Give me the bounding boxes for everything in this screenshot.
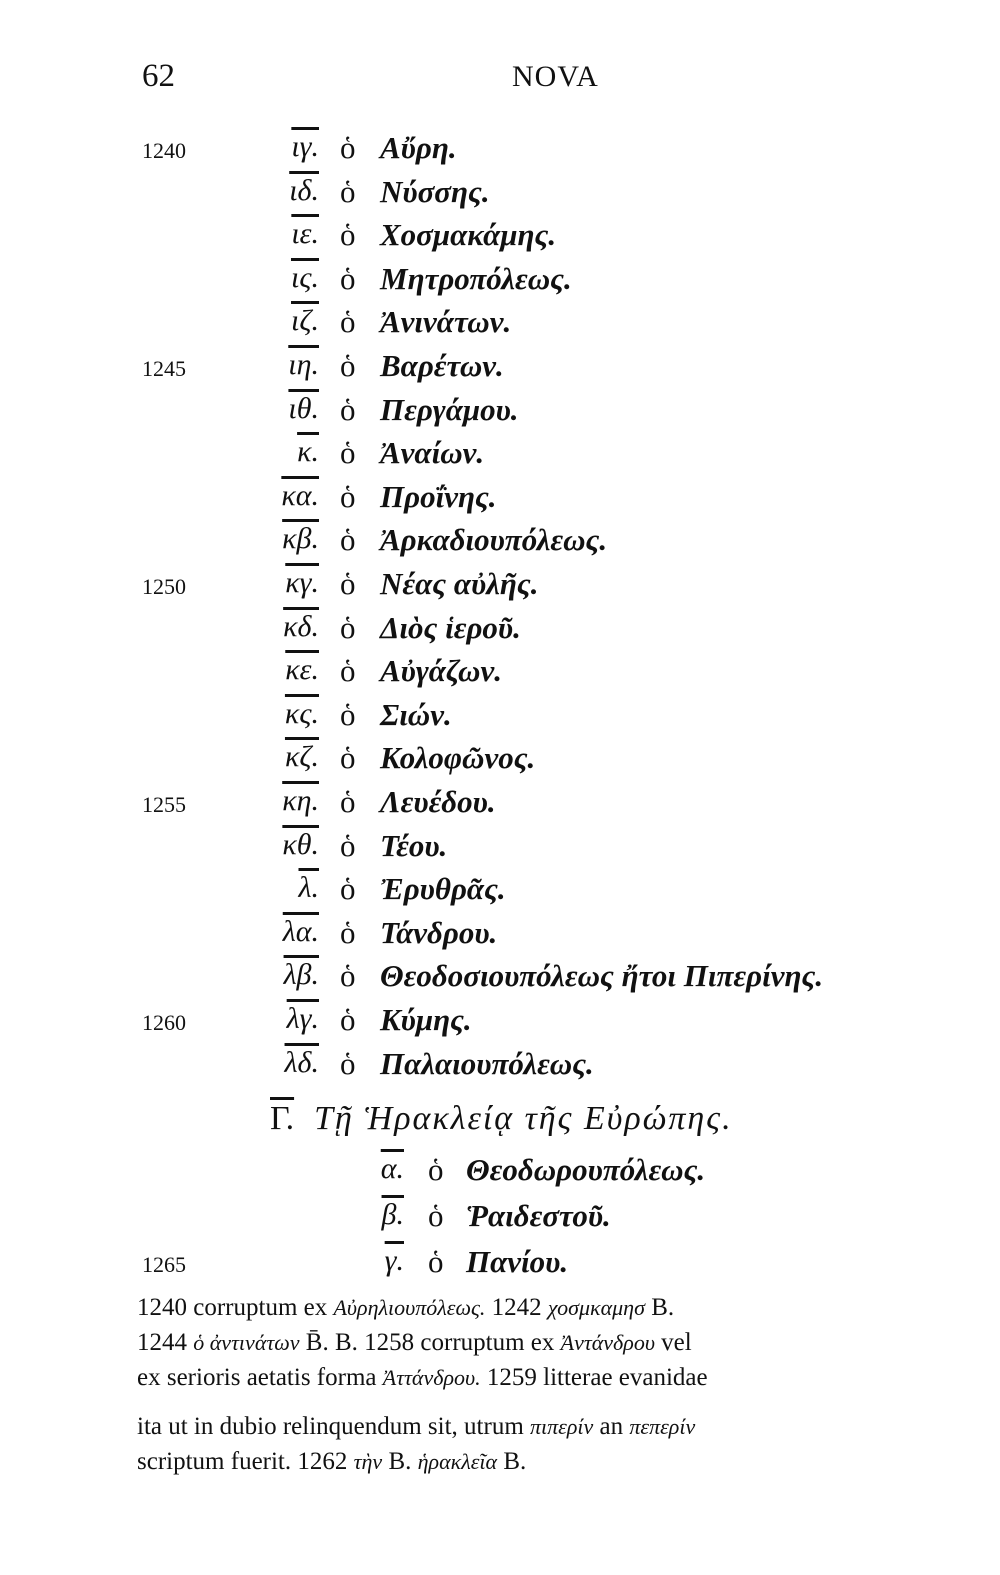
greek-numeral: κβ. — [282, 522, 319, 556]
article: ὁ — [340, 827, 356, 863]
greek-numeral: λγ. — [286, 1002, 319, 1035]
list-item — [0, 1244, 1000, 1288]
see-name: Ἐρυθρᾶς. — [380, 871, 506, 907]
list-item — [0, 915, 1000, 959]
article: ὁ — [340, 522, 356, 558]
critical-apparatus — [137, 1290, 967, 1479]
line-number: 1240 — [142, 138, 186, 163]
greek-numeral: λα. — [282, 914, 319, 948]
list-item — [0, 130, 1000, 174]
list-item — [0, 392, 1000, 436]
note-greek: Αὐρηλιουπόλεως. — [333, 1295, 486, 1320]
greek-numeral: κα. — [281, 478, 319, 512]
list-item — [0, 1152, 1000, 1196]
note-text: 1259 litterae evanidae — [480, 1364, 708, 1391]
list-item — [0, 1198, 1000, 1242]
list-item — [0, 1046, 1000, 1090]
see-name: Κολοφῶνος. — [380, 740, 536, 776]
see-name: Περγάμου. — [380, 391, 519, 427]
greek-numeral: β. — [381, 1198, 404, 1231]
greek-numeral: κ. — [297, 435, 319, 469]
note-greek: Ἀττάνδρου. — [382, 1365, 481, 1390]
note-text: ex serioris aetatis forma — [137, 1364, 383, 1391]
see-name: Αὐγάζων. — [380, 653, 502, 689]
note-line — [137, 1290, 967, 1325]
greek-numeral: κδ. — [283, 609, 319, 643]
note-text: vel — [654, 1329, 692, 1356]
article: ὁ — [340, 566, 356, 601]
article: ὁ — [340, 740, 356, 776]
article: ὁ — [340, 871, 356, 907]
line-number: 1265 — [142, 1252, 186, 1277]
section-number: Γ. — [270, 1100, 295, 1137]
list-item — [0, 784, 1000, 828]
see-name: Ῥαιδεστοῦ. — [466, 1198, 611, 1233]
page-number: 62 — [142, 58, 175, 94]
see-name: Τέου. — [380, 827, 448, 863]
see-name: Διὸς ἱεροῦ. — [380, 609, 521, 645]
list-item — [0, 217, 1000, 261]
line-number: 1250 — [142, 574, 186, 599]
article: ὁ — [340, 260, 356, 296]
see-name: Νύσσης. — [380, 173, 490, 209]
line-number: 1245 — [142, 356, 186, 381]
greek-numeral: ιθ. — [288, 391, 319, 425]
list-item — [0, 697, 1000, 741]
section-title: Τῇ Ἡρακλείᾳ τῆς Εὐρώπης. — [314, 1100, 733, 1137]
note-text: an — [593, 1413, 630, 1440]
article: ὁ — [340, 173, 356, 209]
article: ὁ — [340, 609, 356, 645]
see-name: Αὔρη. — [380, 130, 457, 165]
greek-numeral: κγ. — [285, 566, 319, 599]
greek-numeral: κς. — [284, 696, 319, 730]
list-item — [0, 828, 1000, 872]
greek-numeral: λβ. — [283, 958, 319, 992]
see-name: Θεοδωρουπόλεως. — [466, 1152, 706, 1187]
article: ὁ — [340, 391, 356, 427]
running-title: NOVA — [512, 60, 599, 93]
list-item — [0, 522, 1000, 566]
note-greek: πιπερίν — [530, 1414, 594, 1439]
note-text: 1240 corruptum ex — [137, 1294, 334, 1321]
list-item — [0, 871, 1000, 915]
see-name: Σιών. — [380, 696, 452, 732]
article: ὁ — [340, 696, 356, 732]
greek-numeral: κζ. — [284, 740, 319, 774]
note-line — [137, 1409, 967, 1444]
note-text: ita ut in dubio relinquendum sit, utrum — [137, 1413, 531, 1440]
note-greek: ἡρακλεῖα — [417, 1449, 498, 1474]
article: ὁ — [340, 478, 356, 514]
list-item — [0, 610, 1000, 654]
note-greek: χοσμκαμησ — [547, 1295, 645, 1320]
see-name: Χοσμακάμης. — [380, 217, 557, 253]
note-text: B̄. B. 1258 corruptum ex — [299, 1329, 561, 1356]
article: ὁ — [340, 958, 356, 994]
see-name: Βαρέτων. — [380, 348, 504, 383]
article: ὁ — [340, 435, 356, 471]
list-item — [0, 261, 1000, 305]
article: ὁ — [340, 1002, 356, 1037]
article: ὁ — [340, 653, 356, 689]
article: ὁ — [428, 1152, 444, 1187]
note-text: scriptum fuerit. 1262 — [137, 1448, 354, 1475]
see-name: Ἀνινάτων. — [380, 304, 512, 340]
see-name: Κύμης. — [380, 1002, 472, 1037]
see-name: Λευέδου. — [380, 784, 496, 819]
note-line — [137, 1360, 967, 1395]
note-line — [137, 1325, 967, 1360]
greek-numeral: α. — [380, 1152, 404, 1185]
greek-numeral: ιη. — [288, 348, 319, 381]
see-name: Ἀρκαδιουπόλεως. — [380, 522, 608, 558]
article: ὁ — [340, 130, 356, 165]
greek-numeral: ιζ. — [291, 304, 319, 338]
list-item — [0, 653, 1000, 697]
list-item — [0, 304, 1000, 348]
note-text: B. — [497, 1448, 527, 1475]
greek-numeral: ιε. — [291, 217, 319, 251]
note-text: B. — [382, 1448, 418, 1475]
note-text: B. — [644, 1294, 675, 1321]
see-name: Παλαιουπόλεως. — [380, 1045, 594, 1081]
list-item — [0, 174, 1000, 218]
article: ὁ — [340, 914, 356, 950]
see-name: Νέας αὐλῆς. — [380, 566, 539, 601]
list-item — [0, 479, 1000, 523]
line-number: 1260 — [142, 1010, 186, 1035]
note-greek: ὁ ἀντινάτων — [193, 1330, 300, 1355]
note-greek: πεπερίν — [629, 1414, 696, 1439]
see-name: Πανίου. — [466, 1244, 569, 1279]
article: ὁ — [340, 348, 356, 383]
article: ὁ — [340, 784, 356, 819]
greek-numeral: ιγ. — [291, 130, 319, 163]
note-text: 1242 — [485, 1294, 548, 1321]
greek-numeral: λδ. — [284, 1045, 319, 1079]
note-line — [137, 1444, 967, 1479]
list-item — [0, 740, 1000, 784]
see-name: Προΐνης. — [380, 478, 497, 514]
see-name: Τάνδρου. — [380, 914, 498, 950]
list-item — [0, 435, 1000, 479]
article: ὁ — [340, 217, 356, 253]
see-name: Μητροπόλεως. — [380, 260, 572, 296]
list-item — [0, 958, 1000, 1002]
article: ὁ — [428, 1198, 444, 1233]
note-text: 1244 — [137, 1329, 194, 1356]
greek-numeral: κθ. — [282, 827, 319, 861]
article: ὁ — [428, 1244, 444, 1279]
greek-numeral: κε. — [285, 653, 319, 687]
greek-numeral: ις. — [290, 260, 319, 294]
see-name: Θεοδοσιουπόλεως ἤτοι Πιπερίνης. — [380, 958, 824, 994]
line-number: 1255 — [142, 792, 186, 817]
article: ὁ — [340, 1045, 356, 1081]
greek-numeral: κη. — [282, 784, 319, 817]
note-greek: τὴν — [353, 1449, 383, 1474]
article: ὁ — [340, 304, 356, 340]
greek-numeral: γ. — [384, 1244, 404, 1277]
list-item — [0, 566, 1000, 610]
section-heading — [270, 1100, 733, 1138]
list-item — [0, 1002, 1000, 1046]
see-name: Ἀναίων. — [380, 435, 485, 471]
list-item — [0, 348, 1000, 392]
greek-numeral: ιδ. — [289, 173, 319, 207]
greek-numeral: λ. — [298, 871, 319, 905]
note-greek: Ἀντάνδρου — [560, 1330, 655, 1355]
